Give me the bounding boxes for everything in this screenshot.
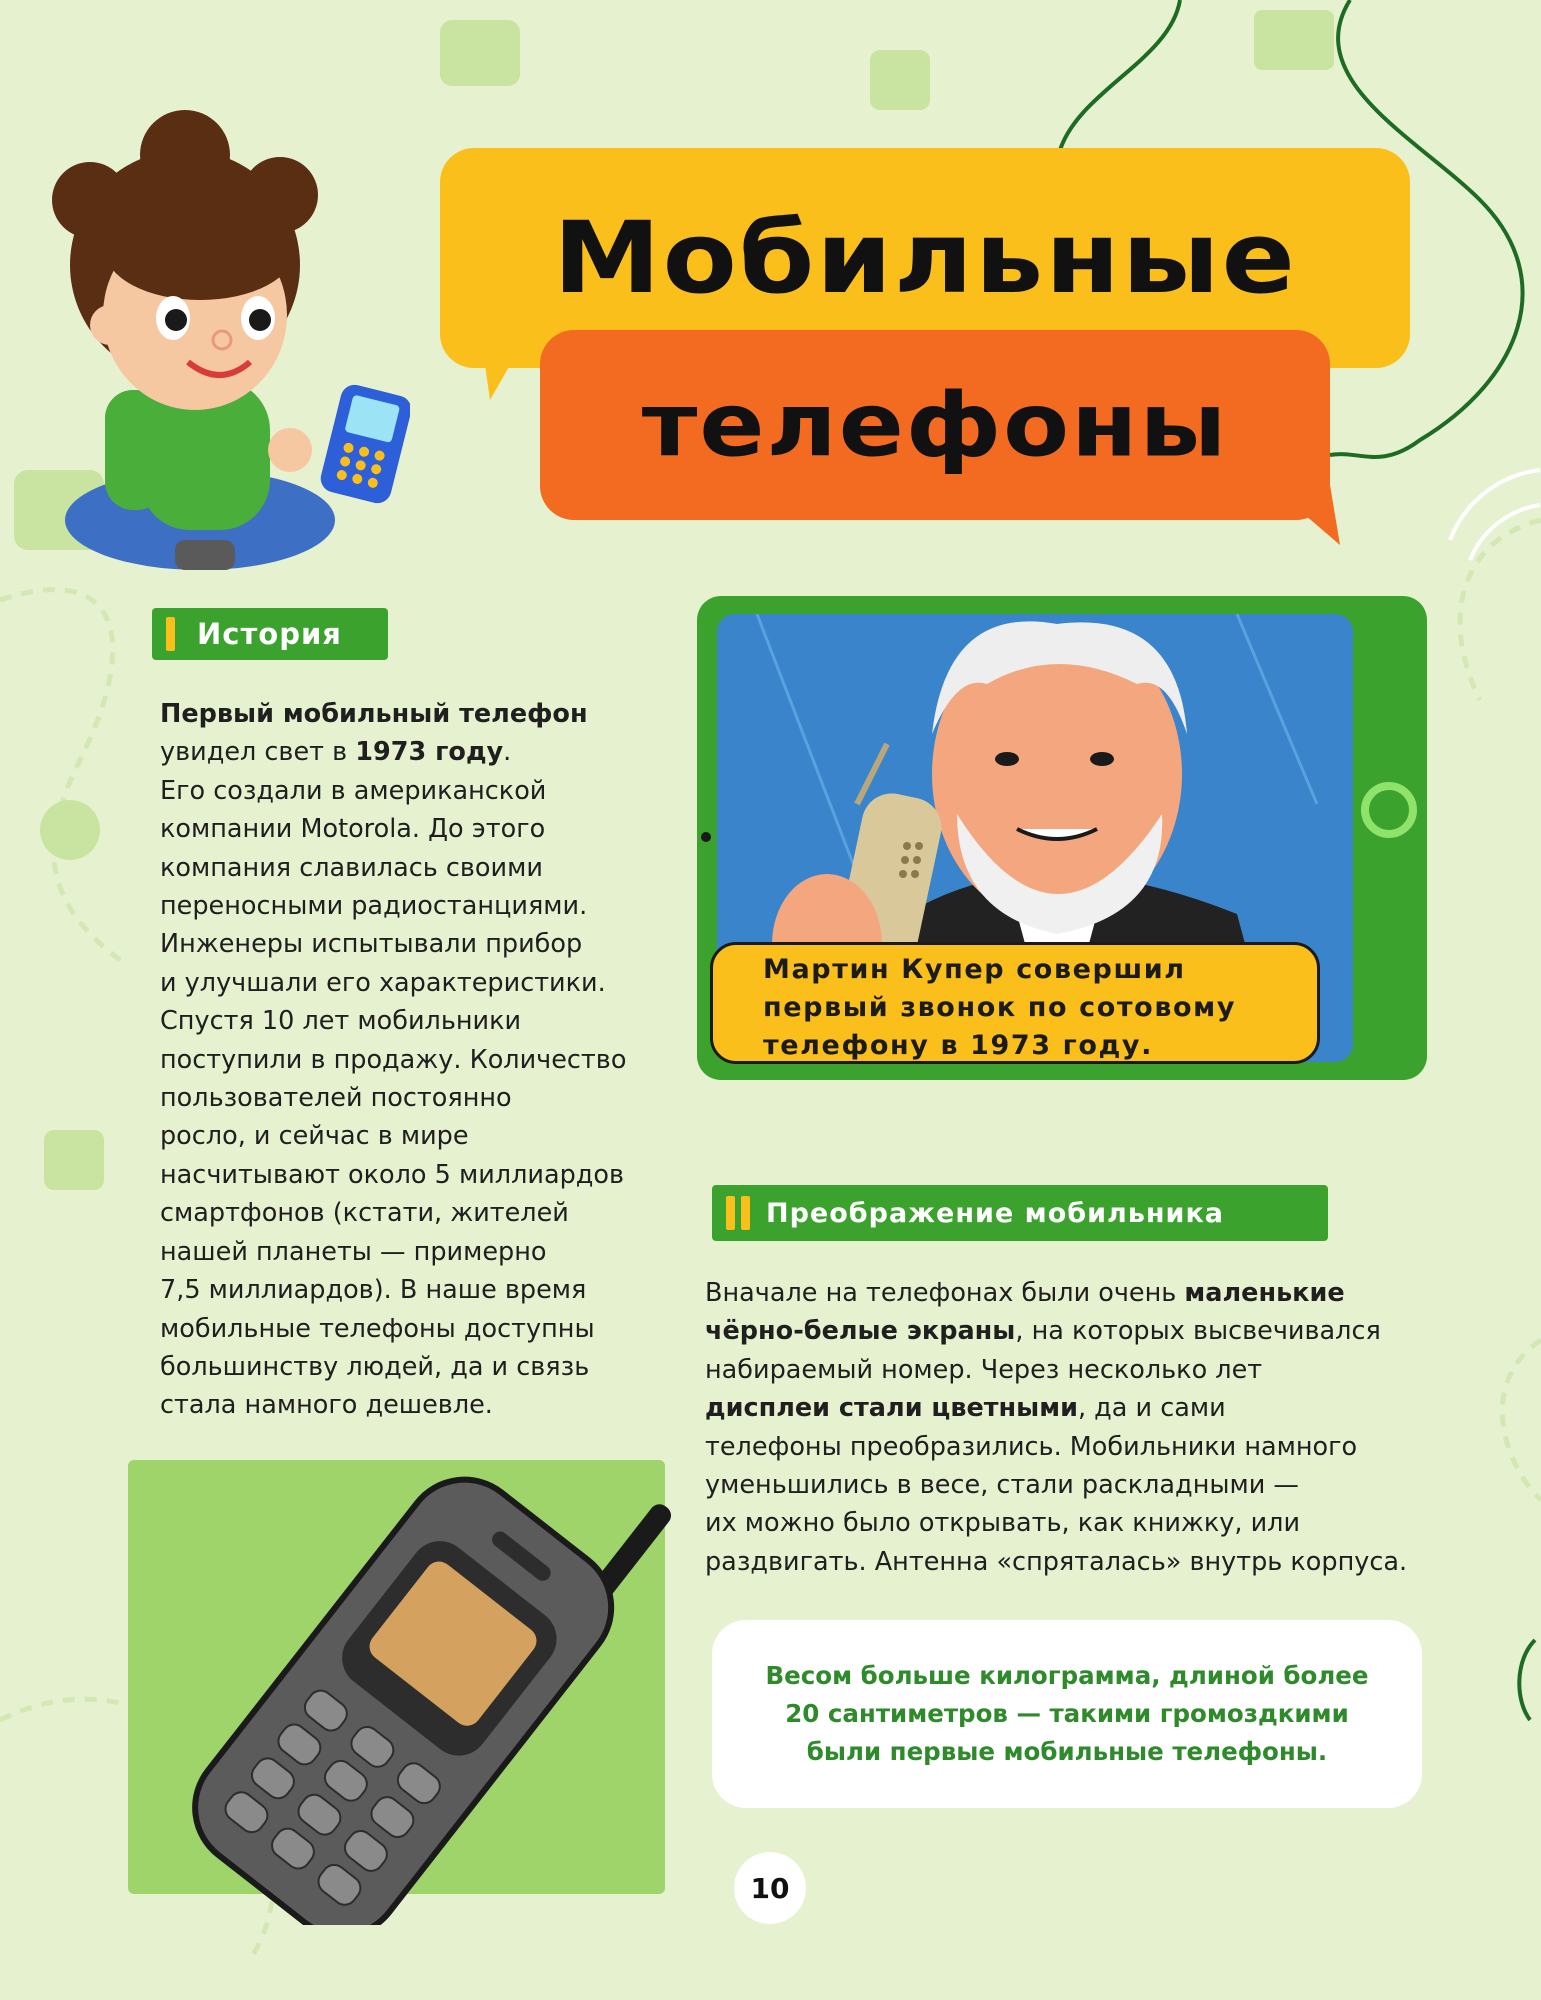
label-bar-icon [166,617,175,651]
history-text [160,695,680,1425]
page-number-text: 10 [750,1871,790,1905]
caption-text: Мартин Купер совершил первый звонок по сотовому телефону в 1973 году. [763,954,1237,1061]
transformation-text-segment: , на которых высвечивался набираемый номер. Через несколько лет [705,1316,1381,1385]
history-text-segment: 1973 году [355,737,504,768]
title-line-2: телефоны [641,373,1229,477]
transformation-text-segment: маленькие чёрно-белые экраны [705,1278,1345,1347]
transformation-text [705,1274,1445,1581]
transformation-text-segment: , да и сами телефоны преобразились. Мобильники намного уменьшились в весе, стали раскладными — их можно было открывать, как книжку, или раздвигать. Антенна «спряталась» внутрь корпуса. [705,1393,1408,1577]
label-bar-icon [741,1196,750,1230]
transformation-label: Преображение мобильника [766,1197,1225,1229]
fact-text: Весом больше килограмма, длиной более 20 сантиметров — такими громоздкими были первые мобильные телефоны. [765,1661,1369,1766]
tablet-home-button [1361,782,1417,838]
bubble-tail-icon [1270,485,1350,555]
history-text-segment: увидел свет в [160,737,348,768]
fact-box [712,1620,1422,1808]
bubble-tail-icon [470,330,550,410]
label-bar-icon [726,1196,735,1230]
section-label-history [152,608,388,660]
history-text-segment: Первый мобильный телефон [160,699,588,729]
history-label: История [197,617,342,651]
section-label-transformation [712,1185,1328,1241]
transformation-text-segment: дисплеи стали цветными [705,1393,1078,1424]
transformation-text-segment: Вначале на телефонах были очень [705,1278,1185,1308]
title-line-1: Мобильные [553,200,1297,316]
history-text-segment: . Его создали в американской компании Motorola. До этого компания славилась своими переносными радиостанциями. Инженеры испытывали прибор и улучшали его характеристики. Спустя 10 лет мобильники поступили в продажу. Количество пользователей постоянно росло, и сейчас в мире насчитывают около 5 миллиардов смартфонов (кстати, жителей нашей планеты — примерно 7,5 миллиардов). В наше время мобильные телефоны доступны большинству людей, да и связь стала намного дешевле. [160,737,627,1421]
old-mobile-phone-illustration [170,1405,690,1925]
page-number [734,1852,806,1924]
title-bubble-orange [540,330,1330,520]
caption-box [710,942,1320,1064]
boy-illustration [30,100,370,580]
tablet-camera-icon [701,832,711,842]
toy-phone-icon [320,384,410,504]
